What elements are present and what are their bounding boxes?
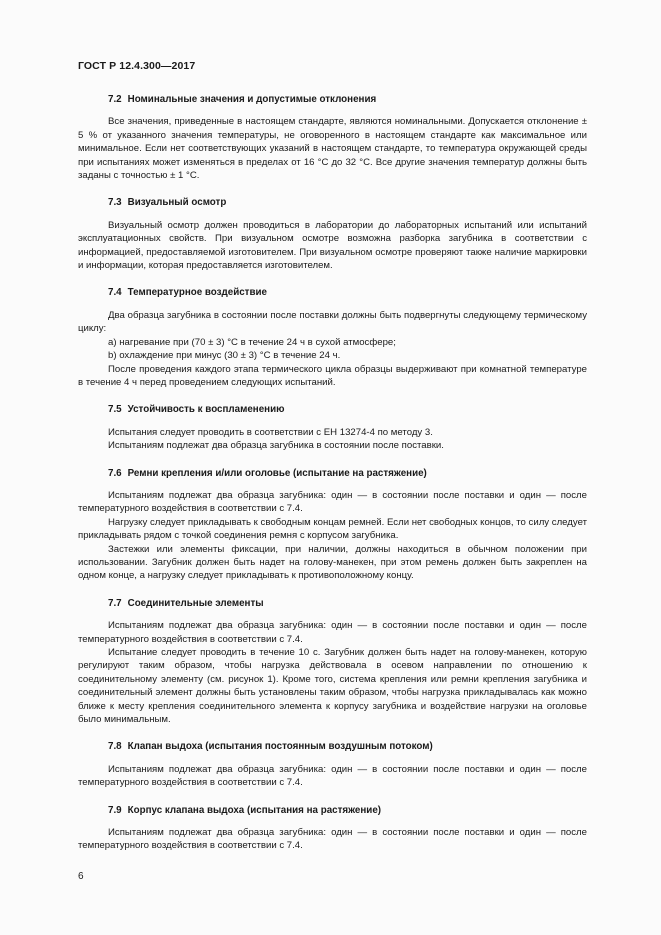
section-7-2	[78, 93, 587, 182]
standard-header: ГОСТ Р 12.4.300—2017	[78, 60, 196, 72]
section-number: 7.8	[108, 741, 122, 753]
section-title: Соединительные элементы	[127, 597, 264, 609]
section-title: Номинальные значения и допустимые отклонения	[127, 94, 377, 105]
paragraph: Испытаниям подлежат два образца загубника в состоянии после поставки.	[108, 440, 444, 452]
section-heading	[78, 403, 587, 416]
section-number: 7.3	[108, 197, 122, 209]
paragraph: Испытание следует проводить в течение 10 с. Загубник должен быть надет на голову-манекен, которую регулируют таким образом, чтобы нагрузка действовала в осевом направлении по отношению к соединительному элементу (см. рисунок 1). Кроме того, система крепления или ремни крепления загубника и соединительный элемент должны быть установлены таким образом, чтобы нагрузка прикладывалась как можно ближе к месту крепления соединительного элемента к корпусу загубника и воздействие нагрузки на оголовье было минимальным.	[78, 647, 587, 726]
paragraph: Нагрузку следует прикладывать к свободным концам ремней. Если нет свободных концов, то силу следует прикладывать рядом с точкой соединения ремня с корпусом загубника.	[78, 516, 587, 542]
section-heading	[78, 196, 587, 209]
section-title: Ремни крепления и/или оголовье (испытание на растяжение)	[127, 467, 427, 479]
paragraph: Испытаниям подлежат два образца загубника: один — в состоянии после поставки и один — после температурного воздействия в соответствии с 7.4.	[78, 489, 587, 515]
section-7-9	[78, 804, 587, 853]
document-body	[78, 93, 587, 867]
section-7-5	[78, 403, 587, 452]
section-title: Корпус клапана выдоха (испытания на растяжение)	[127, 804, 382, 816]
section-7-6	[78, 467, 587, 583]
paragraph: а) нагревание при (70 ± 3) °С в течение 24 ч в сухой атмосфере;	[108, 336, 396, 348]
section-number: 7.7	[108, 597, 122, 609]
paragraph: После проведения каждого этапа термического цикла образцы выдерживают при комнатной температуре в течение 4 ч перед проведением следующих испытаний.	[78, 363, 587, 388]
section-number: 7.2	[108, 94, 122, 105]
section-heading	[78, 467, 587, 480]
section-title: Устойчивость к воспламенению	[127, 404, 285, 416]
section-title: Визуальный осмотр	[127, 197, 227, 209]
paragraph: Испытания следует проводить в соответствии с ЕН 13274-4 по методу 3.	[108, 426, 433, 438]
section-heading	[78, 740, 587, 753]
section-title: Температурное воздействие	[127, 287, 267, 299]
section-number: 7.6	[108, 467, 122, 479]
section-number: 7.9	[108, 804, 122, 816]
paragraph: Застежки или элементы фиксации, при наличии, должны находиться в обычном положении при использовании. Загубник должен быть надет на голову-манекен, при этом ремень должен быть закреплен на одном конце, а нагрузку следует прикладывать к противоположному концу.	[78, 543, 587, 582]
page-number: 6	[78, 871, 84, 882]
section-heading	[78, 804, 587, 817]
section-7-7	[78, 597, 587, 727]
section-heading	[78, 93, 587, 106]
paragraph: Все значения, приведенные в настоящем стандарте, являются номинальными. Допускается отклонение ± 5 % от указанного значения температуры, не оговоренного в настоящем стандарте как максимальное или минимальное. Если нет соответствующих указаний в настоящем стандарте, то температура окружающей среды при испытаниях может изменяться в пределах от 16 °С до 32 °С. Все другие значения температур должны быть заданы с точностью ± 1 °С.	[78, 116, 587, 182]
section-7-8	[78, 740, 587, 789]
section-heading	[78, 286, 587, 299]
paragraph: b) охлаждение при минус (30 ± 3) °С в течение 24 ч.	[108, 350, 341, 362]
section-number: 7.5	[108, 404, 122, 416]
section-number: 7.4	[108, 287, 122, 299]
paragraph: Визуальный осмотр должен проводиться в лаборатории до лабораторных испытаний или испытаний эксплуатационных свойств. При визуальном осмотре возможна разборка загубника в соответствии с информацией, предоставляемой изготовителем. При визуальном осмотре проверяют также наличие маркировки и информации, которая предоставляется изготовителем.	[78, 219, 587, 272]
paragraph: Испытаниям подлежат два образца загубника: один — в состоянии после поставки и один — после температурного воздействия в соответствии с 7.4.	[78, 827, 587, 852]
section-7-3	[78, 196, 587, 272]
section-heading	[78, 597, 587, 610]
paragraph: Испытаниям подлежат два образца загубника: один — в состоянии после поставки и один — после температурного воздействия в соответствии с 7.4.	[78, 620, 587, 645]
section-7-4	[78, 286, 587, 389]
paragraph: Испытаниям подлежат два образца загубника: один — в состоянии после поставки и один — после температурного воздействия в соответствии с 7.4.	[78, 763, 587, 789]
section-title: Клапан выдоха (испытания постоянным воздушным потоком)	[127, 741, 433, 753]
paragraph: Два образца загубника в состоянии после поставки должны быть подвергнуты следующему термическому циклу:	[78, 309, 587, 335]
